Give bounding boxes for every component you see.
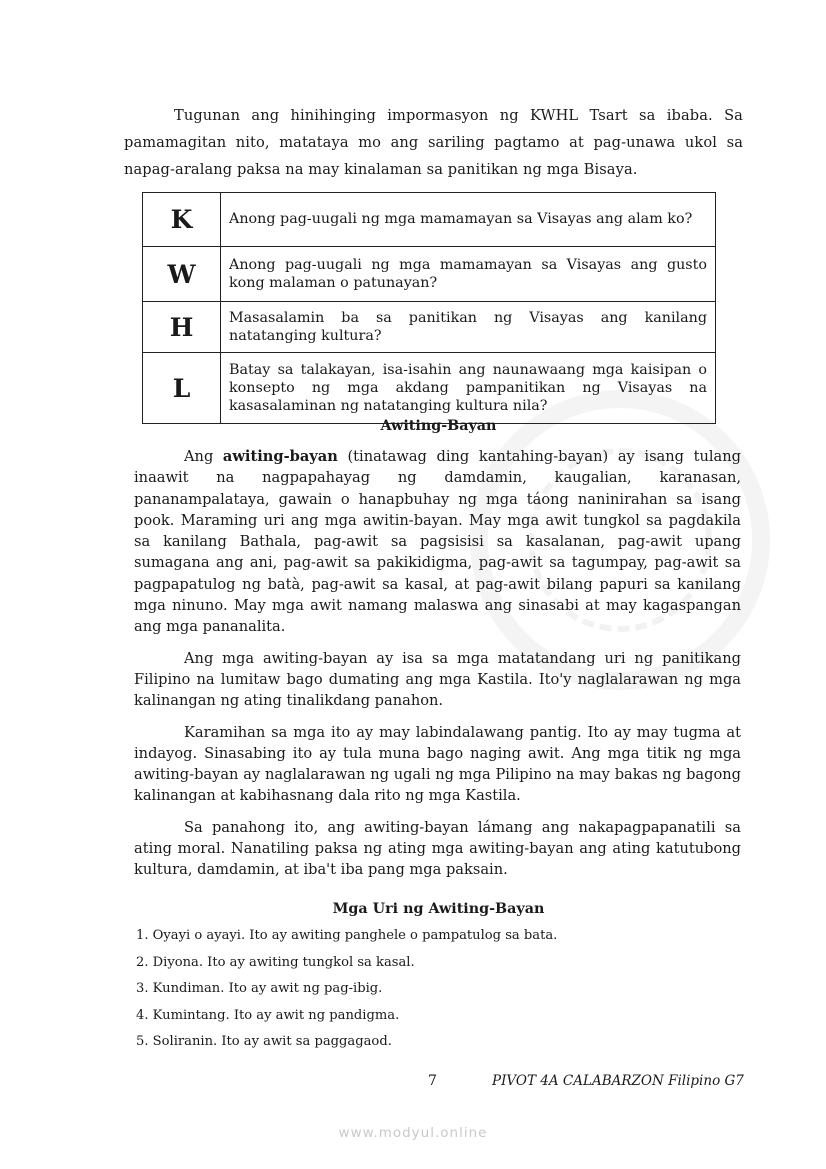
paragraph-1-rest: (tinatawag ding kantahing-bayan) ay isang tulang inaawit na nagpapahayag ng damdamin, kaugalian, karanasan, pananampalataya, gawain o hanapbuhay ng mga táong naninirahan sa isang pook. Maraming uri ang mga awitin-bayan. May mga awit tungkol sa pagdakila sa kanilang Bathala, pag-awit sa pagsisisi sa kasalanan, pag-awit upang sumagana ang ani, pag-awit sa pakikidigma, pag-awit sa tagumpay, pag-awit sa pagpapatulog ng batà, pag-awit sa kasal, at pag-awit bilang papuri sa kanilang mga ninuno. May mga awit namang malaswa ang sinasabi at may kagaspangan ang mga pananalita. — [134, 448, 741, 636]
list-item: 1. Oyayi o ayayi. Ito ay awiting panghele o pampatulog sa bata. — [136, 928, 558, 943]
kwhl-question-k: Anong pag-uugali ng mga mamamayan sa Visayas ang alam ko? — [221, 193, 716, 247]
paragraph-4: Sa panahong ito, ang awiting-bayan lámang ang nakapagpapanatili sa ating moral. Nanatiling paksa ng ating mga awiting-bayan ang ating katutubong kultura, damdamin, at iba't iba pang mga paksain. — [134, 818, 741, 879]
kwhl-row-h — [143, 302, 716, 353]
kwhl-chart — [142, 192, 716, 424]
section-title: Awiting-Bayan — [380, 418, 497, 434]
paragraph-1 — [134, 446, 741, 638]
kwhl-letter-w: W — [143, 247, 221, 302]
article-body — [134, 446, 741, 891]
paragraph-1-lead: Ang — [184, 448, 223, 465]
page-number: 7 — [428, 1073, 437, 1089]
kwhl-letter-h: H — [143, 302, 221, 353]
paragraph-1-term: awiting-bayan — [222, 448, 338, 465]
list-item: 5. Soliranin. Ito ay awit sa paggagaod. — [136, 1034, 392, 1049]
kwhl-row-l — [143, 353, 716, 424]
paragraph-3: Karamihan sa mga ito ay may labindalawang pantig. Ito ay may tugma at indayog. Sinasabing ito ay tula muna bago naging awit. Ang mga titik ng mga awiting-bayan ay naglalarawan ng ugali ng mga Pilipino na may bakas ng bagong kalinangan at kabihasnang dala rito ng mga Kastila. — [134, 723, 741, 805]
intro-paragraph — [124, 102, 743, 183]
kwhl-letter-l: L — [143, 353, 221, 424]
site-watermark: www.modyul.online — [338, 1125, 488, 1141]
types-title: Mga Uri ng Awiting-Bayan — [332, 901, 545, 917]
types-list — [136, 926, 736, 1059]
intro-text: Tugunan ang hinihinging impormasyon ng KWHL Tsart sa ibaba. Sa pamamagitan nito, matataya mo ang sariling pagtamo at pag-unawa ukol sa napag-aralang paksa na may kinalaman sa panitikan ng mga Bisaya. — [124, 107, 743, 178]
list-item: 4. Kumintang. Ito ay awit ng pandigma. — [136, 1007, 400, 1023]
kwhl-letter-k: K — [143, 193, 221, 247]
kwhl-question-w: Anong pag-uugali ng mga mamamayan sa Visayas ang gusto kong malaman o patunayan? — [221, 247, 716, 302]
kwhl-row-w — [143, 247, 716, 302]
footer-reference: PIVOT 4A CALABARZON Filipino G7 — [492, 1073, 744, 1089]
list-item: 2. Diyona. Ito ay awiting tungkol sa kasal. — [136, 954, 415, 970]
paragraph-2: Ang mga awiting-bayan ay isa sa mga matatandang uri ng panitikang Filipino na lumitaw bago dumating ang mga Kastila. Ito'y naglalarawan ng mga kalinangan ng ating tinalikdang panahon. — [134, 649, 741, 710]
list-item: 3. Kundiman. Ito ay awit ng pag-ibig. — [136, 981, 383, 996]
kwhl-question-l: Batay sa talakayan, isa-isahin ang naunawaang mga kaisipan o konsepto ng mga akdang pampanitikan ng Visayas na kasasalaminan ng natatanging kultura nila? — [221, 353, 716, 424]
kwhl-row-k — [143, 193, 716, 247]
kwhl-question-h: Masasalamin ba sa panitikan ng Visayas ang kanilang natatanging kultura? — [221, 302, 716, 353]
